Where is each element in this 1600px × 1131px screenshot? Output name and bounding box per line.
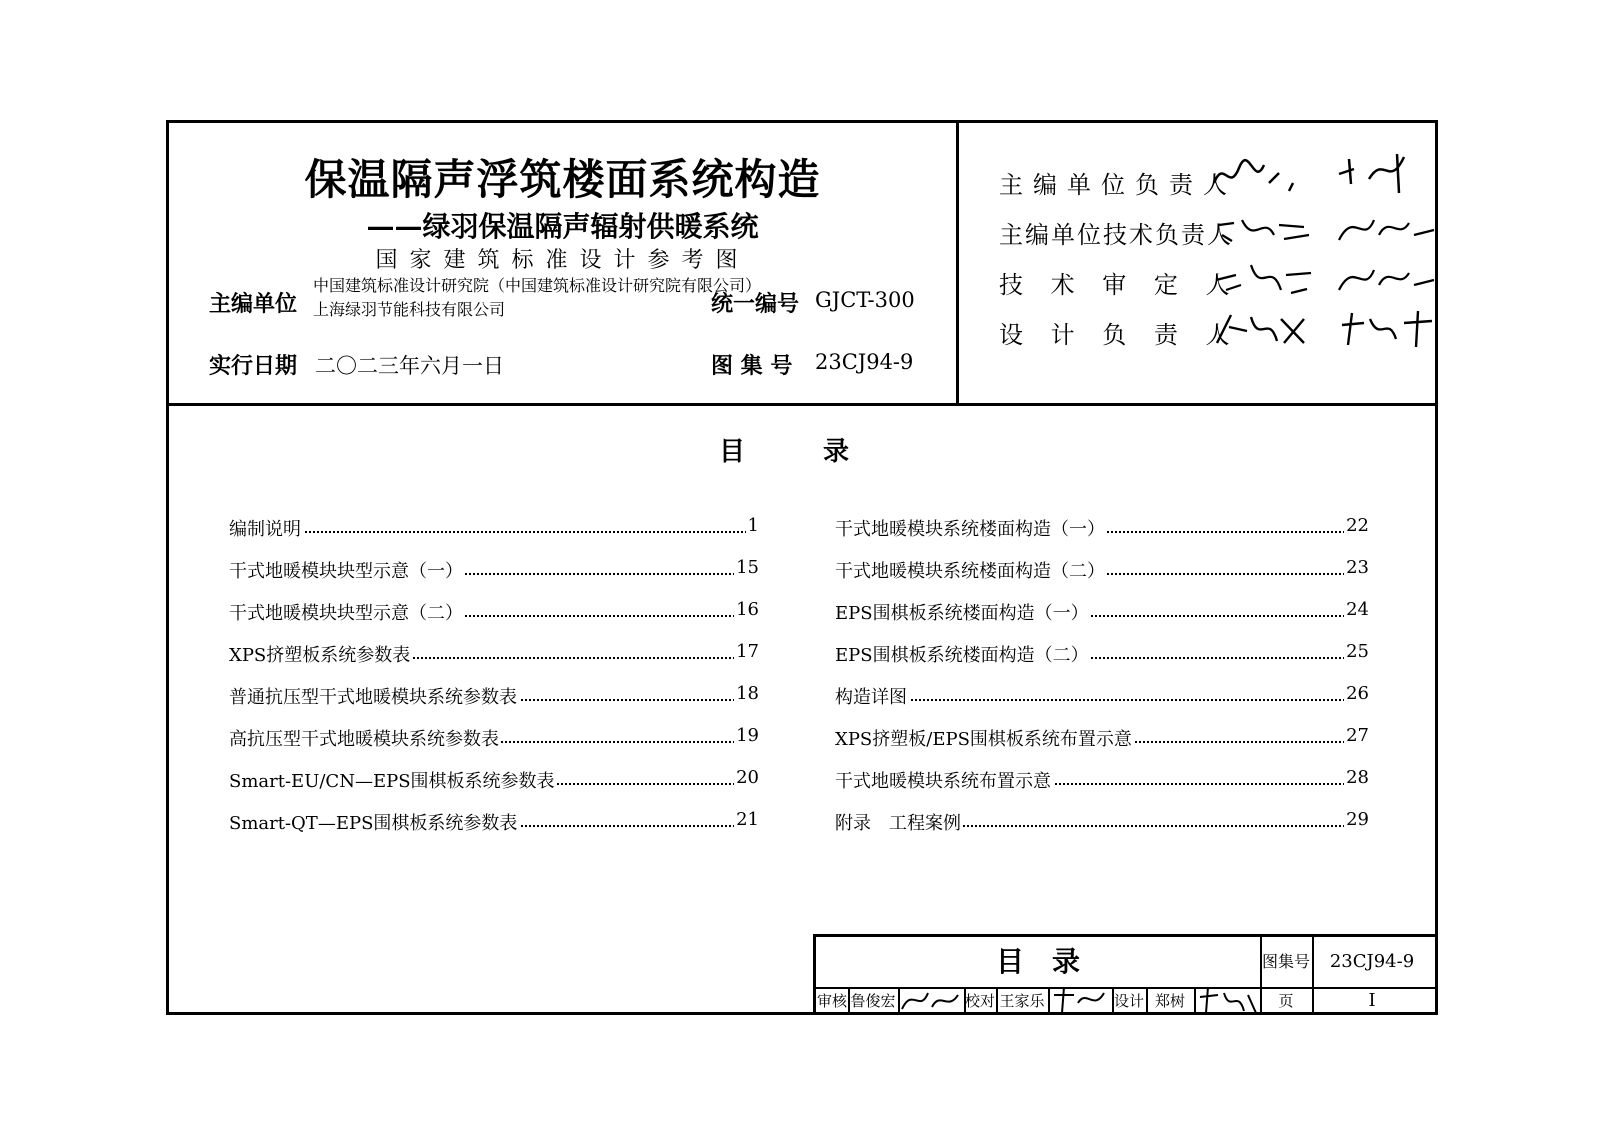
toc-item[interactable] <box>229 515 759 557</box>
toc-item[interactable] <box>835 515 1369 557</box>
toc-item-title: 附录 工程案例 <box>835 809 963 835</box>
reference-caption: 国家建筑标准设计参考图 <box>375 248 750 273</box>
toc-item-title: EPS围棋板系统楼面构造（一） <box>835 599 1091 625</box>
signature-mark <box>1329 149 1439 195</box>
toc-item-title: 普通抗压型干式地暖模块系统参数表 <box>229 683 519 709</box>
toc-item-title: XPS挤塑板/EPS围棋板系统布置示意 <box>835 725 1134 751</box>
toc-item-page: 26 <box>1346 683 1369 704</box>
toc-item[interactable] <box>229 767 759 809</box>
toc-item-title: 构造详图 <box>835 683 909 709</box>
title-block-atlas-value: 23CJ94-9 <box>1329 951 1415 972</box>
toc-item[interactable] <box>229 599 759 641</box>
signature-mark <box>1214 205 1324 251</box>
toc-item[interactable] <box>835 599 1369 641</box>
effective-date-label: 实行日期 <box>209 353 298 379</box>
toc-item-page: 16 <box>736 599 759 620</box>
toc-item-title: 干式地暖模块块型示意（二） <box>229 599 465 625</box>
toc-item-title: 干式地暖模块系统楼面构造（二） <box>835 557 1107 583</box>
page-number: I <box>1368 990 1376 1011</box>
toc-item[interactable] <box>229 683 759 725</box>
toc-item-page: 28 <box>1346 767 1369 788</box>
toc-item[interactable] <box>835 557 1369 599</box>
toc-item-title: 高抗压型干式地暖模块系统参数表 <box>229 725 501 751</box>
toc-item-title: 干式地暖模块系统布置示意 <box>835 767 1053 793</box>
toc-item-page: 29 <box>1346 809 1369 830</box>
signature-mark <box>1334 255 1444 301</box>
check-name: 王家乐 <box>999 992 1045 1010</box>
signature-mark <box>898 983 964 1017</box>
toc-item[interactable] <box>229 725 759 767</box>
signature-mark <box>1209 305 1319 351</box>
unified-number-label: 统一编号 <box>711 291 800 317</box>
toc-item-title: XPS挤塑板系统参数表 <box>229 641 412 667</box>
signature-mark <box>1334 205 1444 251</box>
toc-item[interactable] <box>835 641 1369 683</box>
toc-item[interactable] <box>835 683 1369 725</box>
unified-number: GJCT-300 <box>815 288 915 312</box>
design-name: 郑树 <box>1154 992 1185 1010</box>
toc-item-title: 编制说明 <box>229 515 303 541</box>
effective-date: 二〇二三年六月一日 <box>315 354 504 378</box>
toc-item-page: 24 <box>1346 599 1369 620</box>
review-name: 鲁俊宏 <box>850 992 896 1010</box>
toc-item-title: 干式地暖模块系统楼面构造（一） <box>835 515 1107 541</box>
toc-left-column <box>229 515 759 851</box>
toc-right-column <box>835 515 1369 851</box>
review-label: 审核 <box>816 992 847 1010</box>
signature-mark <box>1334 305 1444 351</box>
toc-item-page: 21 <box>736 809 759 830</box>
drawing-sheet <box>166 120 1438 1015</box>
toc-item-page: 20 <box>736 767 759 788</box>
editor-unit-line2: 上海绿羽节能科技有限公司 <box>313 300 506 319</box>
responsibility-row-3: 技 术 审 定 人 <box>999 271 1240 299</box>
responsibility-row-4: 设 计 负 责 人 <box>999 321 1240 349</box>
editor-unit-label: 主编单位 <box>209 291 298 317</box>
check-label: 校对 <box>964 992 995 1010</box>
toc-item[interactable] <box>835 767 1369 809</box>
toc-item-title: EPS围棋板系统楼面构造（二） <box>835 641 1091 667</box>
toc-item[interactable] <box>835 725 1369 767</box>
responsibility-panel <box>956 123 1438 403</box>
toc-item-page: 27 <box>1346 725 1369 746</box>
title-block-atlas-label: 图集号 <box>1261 952 1310 971</box>
signature-mark <box>1211 255 1321 301</box>
toc-item[interactable] <box>835 809 1369 851</box>
toc-item-page: 22 <box>1346 515 1369 536</box>
toc-item-page: 18 <box>736 683 759 704</box>
toc-title: 目 录 <box>719 437 850 467</box>
title-block-title: 目 录 <box>995 945 1080 978</box>
sub-title: ——绿羽保温隔声辐射供暖系统 <box>366 210 759 243</box>
signature-mark <box>1048 983 1112 1017</box>
toc-item-page: 17 <box>736 641 759 662</box>
signature-mark <box>1209 153 1319 199</box>
header-info <box>169 123 956 403</box>
editor-unit-line1: 中国建筑标准设计研究院（中国建筑标准设计研究院有限公司） <box>313 276 762 295</box>
responsibility-row-2: 主编单位技术负责人 <box>999 221 1233 249</box>
toc-item-title: Smart-EU/CN—EPS围棋板系统参数表 <box>229 767 557 793</box>
responsibility-row-1: 主编单位负责人 <box>999 171 1237 199</box>
design-label: 设计 <box>1113 992 1144 1010</box>
toc-item[interactable] <box>229 557 759 599</box>
main-title: 保温隔声浮筑楼面系统构造 <box>304 155 821 204</box>
page-label: 页 <box>1278 992 1294 1010</box>
toc-item-page: 19 <box>736 725 759 746</box>
signature-mark <box>1194 983 1260 1017</box>
toc-item-title: 干式地暖模块块型示意（一） <box>229 557 465 583</box>
title-block <box>813 934 1435 1012</box>
toc-item[interactable] <box>229 641 759 683</box>
toc-item-page: 23 <box>1346 557 1369 578</box>
toc-item-title: Smart-QT—EPS围棋板系统参数表 <box>229 809 519 835</box>
toc-item[interactable] <box>229 809 759 851</box>
toc-item-page: 25 <box>1346 641 1369 662</box>
toc-item-page: 1 <box>747 515 759 536</box>
toc-item-page: 15 <box>736 557 759 578</box>
atlas-number-label: 图 集 号 <box>711 353 793 379</box>
header-divider <box>169 403 1435 406</box>
atlas-number: 23CJ94-9 <box>815 350 914 374</box>
